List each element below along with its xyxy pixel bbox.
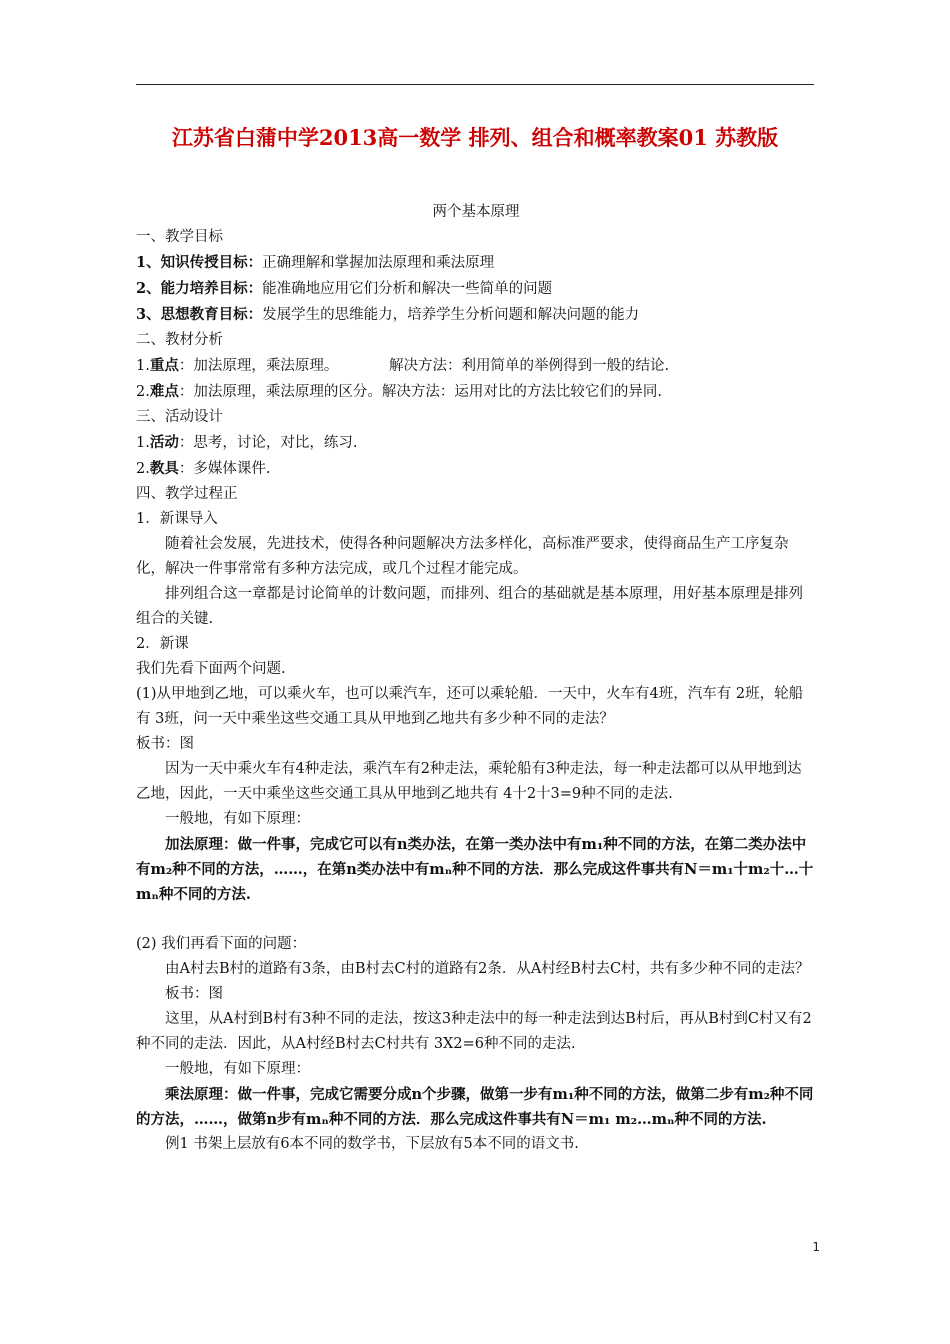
goal-text: 正确理解和掌握加法原理和乘法原理 [262, 255, 495, 271]
item-text: ：思考，讨论，对比，练习. [178, 435, 358, 451]
goal-item [136, 302, 816, 328]
question-1: (1)从甲地到乙地，可以乘火车，也可以乘汽车，还可以乘轮船．一天中，火车有4班，汽车有 2班，轮船有 3班，问一天中乘坐这些交通工具从甲地到乙地共有多少种不同的走法？ [136, 686, 804, 727]
item-number: 1. [136, 435, 150, 451]
item-label: 活动 [149, 434, 179, 451]
section-title: 两个基本原理 [432, 204, 520, 220]
general-statement: 一般地，有如下原理： [165, 1061, 310, 1077]
item-text: ：多媒体课件. [178, 461, 271, 477]
question-2: 由A村去B村的道路有3条，由B村去C村的道路有2条．从A村经B村去C村，共有多少种不同的走法？ [165, 961, 810, 977]
analysis-item [136, 379, 816, 405]
activity-item [136, 430, 816, 456]
question-2-answer: 这里，从A村到B村有3种不同的走法，按这3种走法中的每一种走法到达B村后，再从B村到C村又有2种不同的走法．因此，从A村经B村去C村共有 3X2=6种不同的走法. [136, 1011, 812, 1052]
goal-item [136, 250, 816, 276]
board-note: 板书：图 [165, 986, 223, 1002]
activity-item [136, 456, 816, 482]
spacer [136, 907, 816, 932]
analysis-heading: 二、教材分析 [136, 332, 223, 348]
intro-heading: 1．新课导入 [136, 511, 218, 527]
general-statement: 一般地，有如下原理： [165, 811, 310, 827]
intro-paragraph: 随着社会发展，先进技术，使得各种问题解决方法多样化，高标准严要求，使得商品生产工序复杂化，解决一件事常常有多种方法完成，或几个过程才能完成。 [136, 536, 789, 577]
goal-text: 能准确地应用它们分析和解决一些简单的问题 [262, 281, 553, 297]
item-label: 难点 [149, 383, 179, 400]
goal-item [136, 276, 816, 302]
item-label: 教具 [149, 460, 179, 477]
page-number: 1 [812, 1240, 820, 1254]
goal-label: 3、思想教育目标： [136, 306, 263, 323]
example-1: 例1 书架上层放有6本不同的数学书，下层放有5本不同的语文书. [165, 1136, 579, 1152]
item-text: ：加法原理，乘法原理的区分。解决方法：运用对比的方法比较它们的异同. [178, 384, 662, 400]
item-number: 1. [136, 358, 150, 374]
addition-principle: 加法原理：做一件事，完成它可以有n类办法，在第一类办法中有m₁种不同的方法，在第二类办法中有m₂种不同的方法，……，在第n类办法中有mₙ种不同的方法．那么完成这件事共有N＝m₁十m₂十…十mₙ种不同的方法. [136, 836, 814, 903]
item-number: 2. [136, 461, 150, 477]
goal-label: 1、知识传授目标： [136, 254, 263, 271]
goal-label: 2、能力培养目标： [136, 280, 263, 297]
item-label: 重点 [149, 357, 179, 374]
goal-text: 发展学生的思维能力，培养学生分析问题和解决问题的能力 [262, 307, 640, 323]
item-number: 2. [136, 384, 150, 400]
process-heading: 四、教学过程正 [136, 486, 238, 502]
document-body [136, 200, 816, 1157]
goals-heading: 一、教学目标 [136, 229, 223, 245]
new-lesson-lead: 我们先看下面两个问题. [136, 661, 286, 677]
document-title: 江苏省白蒲中学2013高一数学 排列、组合和概率教案01 苏教版 [171, 125, 779, 150]
new-lesson-heading: 2．新课 [136, 636, 189, 652]
board-note: 板书：图 [136, 736, 194, 752]
analysis-item [136, 353, 816, 379]
question-1-answer: 因为一天中乘火车有4种走法，乘汽车有2种走法，乘轮船有3种走法，每一种走法都可以从甲地到达乙地，因此，一天中乘坐这些交通工具从甲地到乙地共有 4十2十3=9种不同的走法. [136, 761, 802, 802]
item-text: ：加法原理，乘法原理。 解决方法：利用简单的举例得到一般的结论. [178, 358, 670, 374]
intro-paragraph: 排列组合这一章都是讨论简单的计数问题，而排列、组合的基础就是基本原理，用好基本原理是排列组合的关键. [136, 586, 803, 627]
multiplication-principle: 乘法原理：做一件事，完成它需要分成n个步骤，做第一步有m₁种不同的方法，做第二步有m₂种不同的方法，……，做第n步有mₙ种不同的方法．那么完成这件事共有N＝m₁ m₂…mₙ种不同的方法. [136, 1086, 814, 1128]
activity-heading: 三、活动设计 [136, 409, 223, 425]
header-rule [136, 84, 814, 85]
question-2-lead: (2) 我们再看下面的问题： [136, 936, 307, 952]
